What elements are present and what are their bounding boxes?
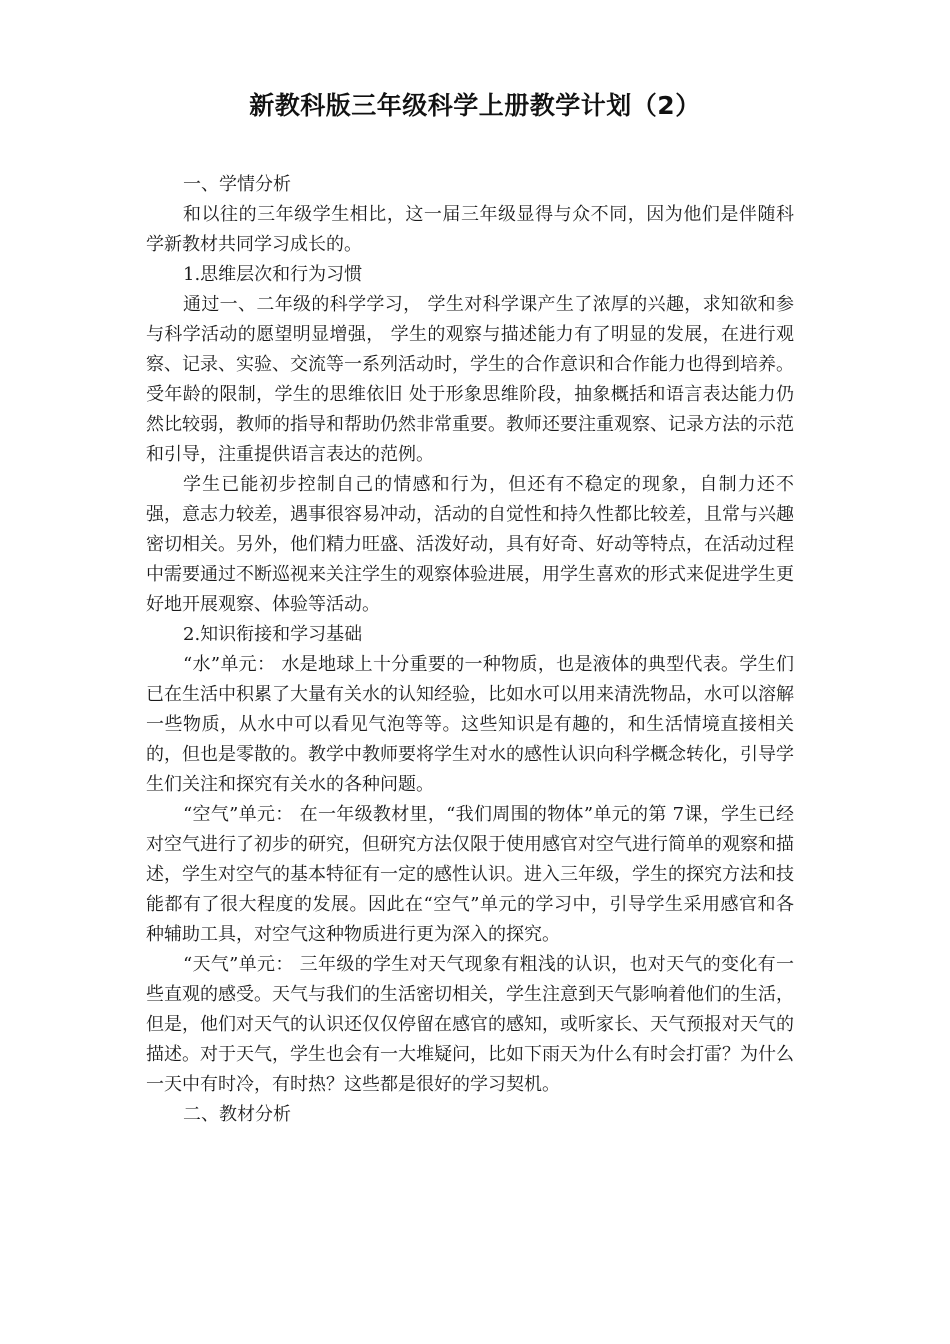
document-body bbox=[146, 170, 794, 1130]
subsection-heading-knowledge: 2.知识衔接和学习基础 bbox=[183, 624, 363, 645]
document-title: 新教科版三年级科学上册教学计划（2） bbox=[249, 91, 701, 120]
paragraph-air-unit: “空气”单元： 在一年级教材里，“我们周围的物体”单元的第 7课，学生已经对空气进行了初步的研究，但研究方法仅限于使用感官对空气进行简单的观察和描述，学生对空气的基本特征有一定的感性认识。进入三年级，学生的探究方法和技能都有了很大程度的发展。因此在“空气”单元的学习中，引导学生采用感官和各种辅助工具，对空气这种物质进行更为深入的探究。 bbox=[146, 804, 794, 945]
paragraph: 和以往的三年级学生相比，这一届三年级显得与众不同，因为他们是伴随科学新教材共同学习成长的。 bbox=[146, 204, 794, 255]
paragraph-water-unit: “水”单元： 水是地球上十分重要的一种物质，也是液体的典型代表。学生们已在生活中积累了大量有关水的认知经验，比如水可以用来清洗物品，水可以溶解一些物质，从水中可以看见气泡等等。这些知识是有趣的，和生活情境直接相关的，但也是零散的。教学中教师要将学生对水的感性认识向科学概念转化，引导学生们关注和探究有关水的各种问题。 bbox=[146, 654, 794, 795]
paragraph: 通过一、二年级的科学学习， 学生对科学课产生了浓厚的兴趣，求知欲和参与科学活动的愿望明显增强， 学生的观察与描述能力有了明显的发展，在进行观察、记录、实验、交流等一系列活动时，学生的合作意识和合作能力也得到培养。受年龄的限制，学生的思维依旧 处于形象思维阶段，抽象概括和语言表达能力仍然比较弱，教师的指导和帮助仍然非常重要。教师还要注重观察、记录方法的示范和引导，注重提供语言表达的范例。 bbox=[146, 294, 794, 465]
paragraph-weather-unit: “天气”单元： 三年级的学生对天气现象有粗浅的认识，也对天气的变化有一些直观的感受。天气与我们的生活密切相关，学生注意到天气影响着他们的生活，但是，他们对天气的认识还仅仅停留在感官的感知，或听家长、天气预报对天气的描述。对于天气，学生也会有一大堆疑问，比如下雨天为什么有时会打雷？为什么一天中有时冷，有时热？这些都是很好的学习契机。 bbox=[146, 954, 794, 1095]
section-heading-textbook-analysis: 二、教材分析 bbox=[183, 1104, 291, 1125]
section-heading-learning-analysis: 一、学情分析 bbox=[183, 174, 291, 195]
paragraph: 学生已能初步控制自己的情感和行为，但还有不稳定的现象，自制力还不强，意志力较差，遇事很容易冲动，活动的自觉性和持久性都比较差，且常与兴趣密切相关。另外，他们精力旺盛、活泼好动，具有好奇、好动等特点，在活动过程中需要通过不断巡视来关注学生的观察体验进展，用学生喜欢的形式来促进学生更好地开展观察、体验等活动。 bbox=[146, 474, 794, 615]
subsection-heading-thinking: 1.思维层次和行为习惯 bbox=[183, 264, 363, 285]
